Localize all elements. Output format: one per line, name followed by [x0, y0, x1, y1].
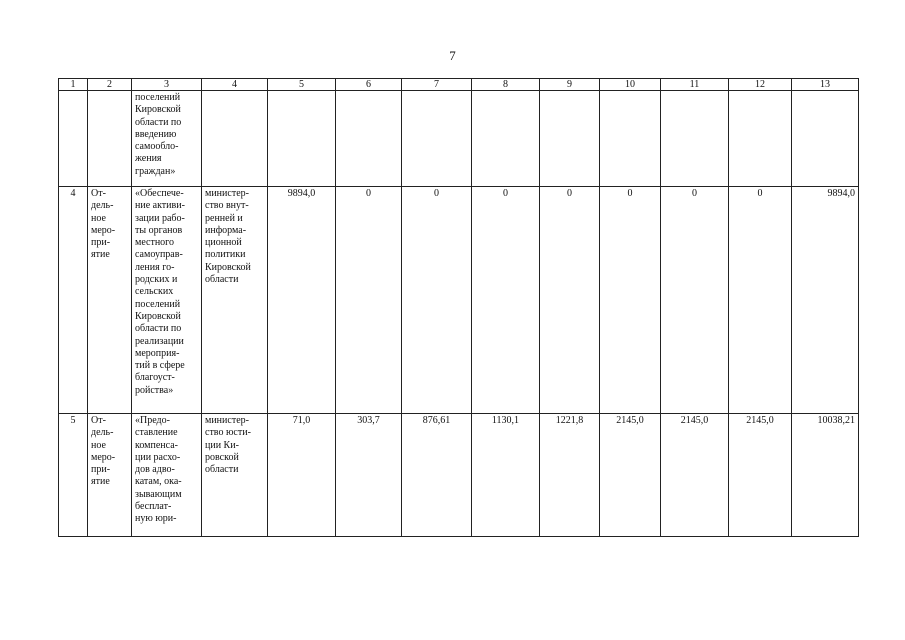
row-type: [88, 414, 132, 537]
row-title-text: «Предо- ставление компенса- ции расхо- дов адво- катам, ока- зывающим бесплат- ную юри-: [135, 415, 182, 525]
row-executor-text: министер- ство внут- ренней и информа- ционной политики Кировской области: [205, 188, 251, 286]
row-executor: [202, 187, 268, 414]
row-index: 4: [59, 187, 88, 414]
budget-table: [58, 78, 859, 537]
row-type-text: От- дель- ное меро- при- ятие: [91, 188, 116, 261]
row-value: 0: [472, 187, 540, 414]
row-title: [132, 414, 202, 537]
column-header: 13: [792, 79, 859, 91]
row-value: 0: [661, 187, 729, 414]
row-value: [729, 91, 792, 187]
column-header: 6: [336, 79, 402, 91]
row-value: [336, 91, 402, 187]
row-value: [268, 91, 336, 187]
row-value: 2145,0: [729, 414, 792, 537]
row-executor: [202, 414, 268, 537]
row-value: 0: [336, 187, 402, 414]
row-value: 2145,0: [661, 414, 729, 537]
column-header: 11: [661, 79, 729, 91]
row-value: 0: [540, 187, 600, 414]
row-value: 0: [729, 187, 792, 414]
row-title-text: «Обеспече- ние активи- зации рабо- ты органов местного самоуправ- ления го- родских и сельских поселений Кировской области по реализации мероприя- тий в сфере благоуст- ройства»: [135, 188, 185, 396]
row-value: 1221,8: [540, 414, 600, 537]
row-value: 0: [600, 187, 661, 414]
row-title-text: поселений Кировской области по введению самообло- жения граждан»: [135, 92, 182, 177]
row-index: [59, 91, 88, 187]
row-type: [88, 187, 132, 414]
row-value: [472, 91, 540, 187]
row-title: [132, 187, 202, 414]
column-header: 7: [402, 79, 472, 91]
row-value: 0: [402, 187, 472, 414]
column-header: 12: [729, 79, 792, 91]
row-value: [661, 91, 729, 187]
column-number-row: [59, 79, 859, 91]
column-header: 1: [59, 79, 88, 91]
row-value: [402, 91, 472, 187]
row-value: 1130,1: [472, 414, 540, 537]
table-row: [59, 187, 859, 414]
column-header: 3: [132, 79, 202, 91]
table-row: [59, 91, 859, 187]
row-total: 9894,0: [792, 187, 859, 414]
column-header: 8: [472, 79, 540, 91]
row-type: [88, 91, 132, 187]
column-header: 10: [600, 79, 661, 91]
column-header: 2: [88, 79, 132, 91]
row-value: 9894,0: [268, 187, 336, 414]
row-total: [792, 91, 859, 187]
row-type-text: От- дель- ное меро- при- ятие: [91, 415, 116, 488]
page-number: 7: [449, 48, 456, 63]
column-header: 4: [202, 79, 268, 91]
row-executor-text: министер- ство юсти- ции Ки- ровской области: [205, 415, 251, 476]
column-header: 5: [268, 79, 336, 91]
row-value: 71,0: [268, 414, 336, 537]
row-executor: [202, 91, 268, 187]
row-total: 10038,21: [792, 414, 859, 537]
row-value: [540, 91, 600, 187]
row-value: 303,7: [336, 414, 402, 537]
row-title: [132, 91, 202, 187]
column-header: 9: [540, 79, 600, 91]
row-value: 876,61: [402, 414, 472, 537]
table-row: [59, 414, 859, 537]
row-value: [600, 91, 661, 187]
row-index: 5: [59, 414, 88, 537]
row-value: 2145,0: [600, 414, 661, 537]
